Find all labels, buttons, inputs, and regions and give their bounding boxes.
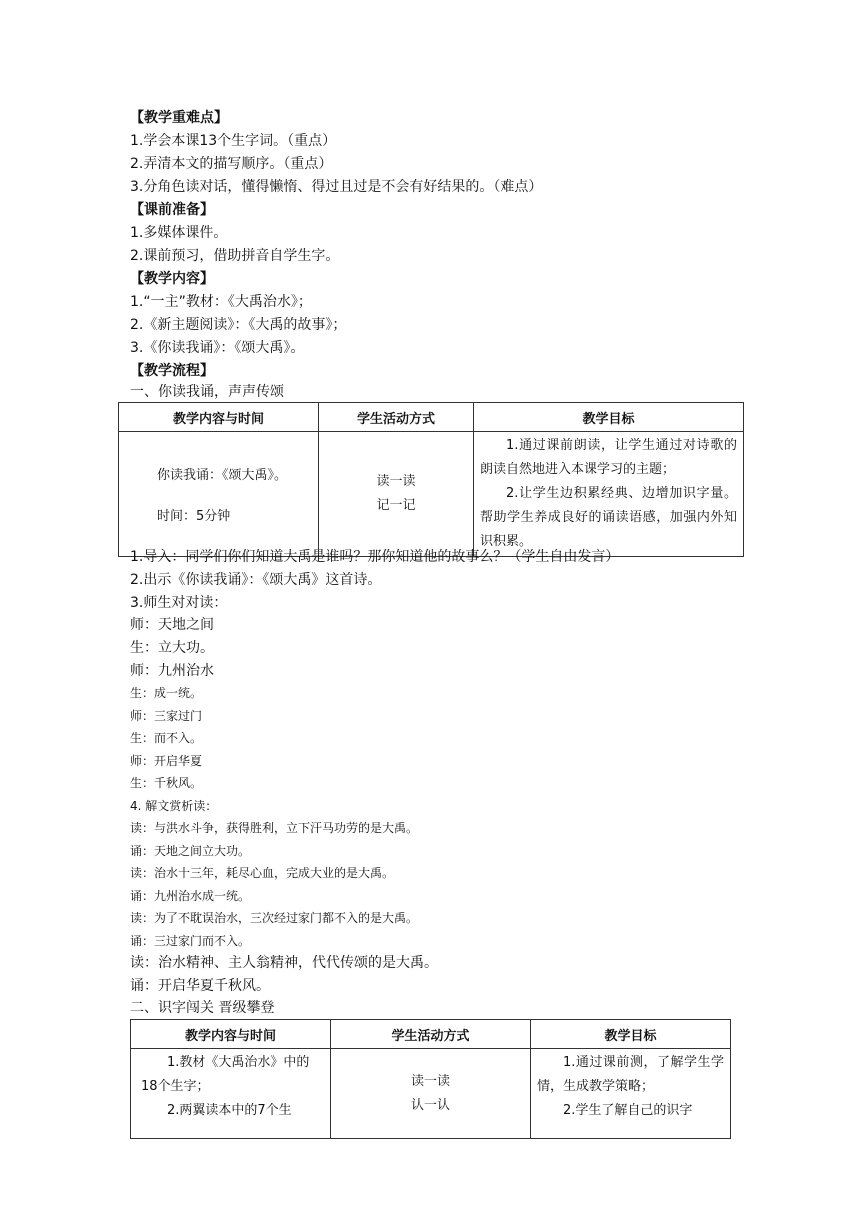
part1-table [118, 402, 744, 557]
dialogue-line: 师：开启华夏 [130, 754, 203, 768]
reading-line: 读：与洪水斗争，获得胜利，立下汗马功劳的是大禹。 [130, 821, 419, 835]
content-cell [131, 1049, 331, 1139]
goal-item: 2.学生了解自己的识字 [563, 1103, 693, 1118]
step-item: 4. 解文赏析读： [130, 799, 218, 813]
activity-line: 认一认 [410, 1097, 450, 1113]
reading-line: 读：为了不耽误治水，三次经过家门都不入的是大禹。 [130, 911, 419, 925]
goal-item: 2.让学生边积累经典、边增加识字量。帮助学生养成良好的诵读语感，加强内外知识积累。 [480, 486, 737, 549]
content-line: 2.两翼读本中的7个生 [167, 1103, 292, 1118]
section-heading-content: 【教学内容】 [130, 271, 214, 287]
table-header-row [131, 1020, 731, 1049]
activity-line: 记一记 [376, 498, 416, 513]
goal-cell [474, 432, 744, 557]
dialogue-line: 师：九州治水 [130, 663, 214, 679]
content-cell [119, 432, 319, 557]
part1-title: 一、你读我诵，声声传颂 [130, 384, 284, 400]
reading-line: 读：治水精神、主人翁精神，代代传颂的是大禹。 [130, 955, 438, 971]
reading-line: 诵：九州治水成一统。 [130, 889, 251, 903]
step-item: 2.出示《你读我诵》：《颂大禹》这首诗。 [130, 572, 382, 588]
dialogue-line: 生：立大功。 [130, 640, 214, 656]
reading-line: 诵：三过家门而不入。 [130, 934, 251, 948]
content-line: 时间：5分钟 [157, 509, 231, 524]
content-line: 1.教材《大禹治水》中的18个生字； [141, 1055, 310, 1094]
key-point-item: 3.分角色读对话，懂得懒惰、得过且过是不会有好结果的。（难点） [130, 179, 543, 195]
activity-line: 读一读 [410, 1073, 450, 1089]
table-header-row [119, 403, 744, 432]
section-heading-key-points: 【教学重难点】 [130, 110, 228, 126]
step-item: 1.导入：同学们你们知道大禹是谁吗？那你知道他的故事么？（学生自由发言） [130, 549, 620, 565]
dialogue-line: 生：而不入。 [130, 731, 203, 745]
table-header-cell: 教学目标 [531, 1020, 731, 1049]
goal-item: 1.通过课前朗读，让学生通过对诗歌的朗读自然地进入本课学习的主题； [480, 438, 737, 477]
content-line: 你读我诵：《颂大禹》。 [157, 468, 288, 483]
table-row [119, 432, 744, 557]
dialogue-line: 师：三家过门 [130, 709, 203, 723]
dialogue-line: 生：千秋风。 [130, 776, 203, 790]
reading-line: 诵：天地之间立大功。 [130, 844, 251, 858]
table-header-cell: 教学内容与时间 [131, 1020, 331, 1049]
part2-title: 二、识字闯关 晋级攀登 [130, 1000, 275, 1016]
activity-cell [331, 1049, 531, 1139]
table-header-cell: 学生活动方式 [331, 1020, 531, 1049]
table-header-cell: 教学内容与时间 [119, 403, 319, 432]
reading-line: 读：治水十三年，耗尽心血，完成大业的是大禹。 [130, 866, 395, 880]
goal-cell [531, 1049, 731, 1139]
dialogue-line: 师：天地之间 [130, 617, 214, 633]
section-heading-process: 【教学流程】 [130, 363, 214, 379]
table-header-cell: 学生活动方式 [319, 403, 474, 432]
content-item: 3.《你读我诵》：《颂大禹》。 [130, 340, 305, 356]
reading-line: 诵：开启华夏千秋风。 [130, 978, 270, 994]
section-heading-preparation: 【课前准备】 [130, 202, 214, 218]
table-header-cell: 教学目标 [474, 403, 744, 432]
key-point-item: 2.弄清本文的描写顺序。（重点） [130, 156, 333, 172]
goal-item: 1.通过课前测，了解学生学情，生成教学策略； [537, 1055, 724, 1094]
content-item: 1.“一主”教材：《大禹治水》； [130, 294, 312, 310]
table-row [131, 1049, 731, 1139]
content-item: 2.《新主题阅读》：《大禹的故事》； [130, 317, 347, 333]
part2-table [130, 1019, 731, 1139]
step-item: 3.师生对对读： [130, 595, 228, 611]
preparation-item: 2.课前预习，借助拼音自学生字。 [130, 248, 340, 264]
activity-line: 读一读 [376, 474, 416, 489]
dialogue-line: 生：成一统。 [130, 686, 203, 700]
key-point-item: 1.学会本课13个生字词。（重点） [130, 133, 337, 149]
activity-cell [319, 432, 474, 557]
preparation-item: 1.多媒体课件。 [130, 225, 228, 241]
